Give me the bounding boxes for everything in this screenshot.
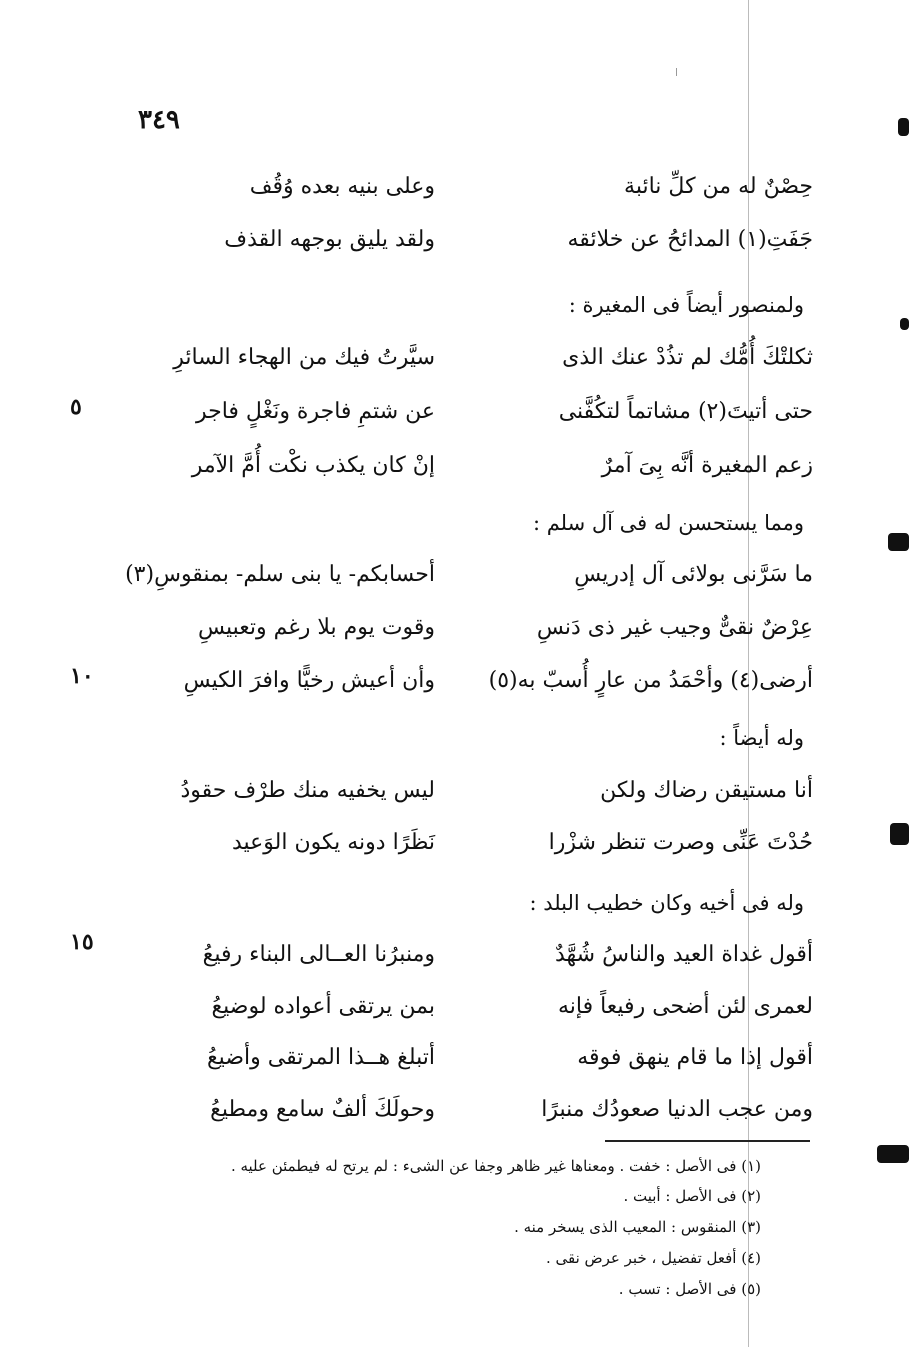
section-intro: ولمنصور أيضاً فى المغيرة : [568, 293, 804, 317]
footnote: (٤) أفعل تفضيل ، خبر عرض نقى . [545, 1249, 761, 1267]
verse-hemistich-second: نَظَرًا دونه يكون الوَعيد [231, 830, 435, 855]
section-intro: وله أيضاً : [719, 726, 804, 750]
footnote-separator [605, 1140, 810, 1142]
verse-hemistich-second: أحسابكم- يا بنى سلم- بمنقوسِ(٣) [125, 562, 435, 587]
verse-hemistich-first: أرضى(٤) وأحْمَدُ من عارٍ أُسبّ به(٥) [488, 668, 813, 693]
verse-hemistich-second: سيَّرتُ فيك من الهجاء السائرِ [173, 345, 435, 370]
verse-hemistich-first: حتى أتيتَ(٢) مشاتماً لتكُفَّنى [558, 399, 813, 424]
verse-hemistich-second: إنْ كان يكذب نكْت أُمَّ الآمر [191, 453, 435, 478]
verse-hemistich-first: ما سَرَّنى بولائى آل إدريسِ [574, 562, 813, 587]
line-number: ١٠ [70, 663, 94, 689]
verse-hemistich-second: بمن يرتقى أعواده لوضيعُ [211, 994, 435, 1019]
scan-edge-mark [877, 1145, 909, 1163]
verse-hemistich-first: ومن عجب الدنيا صعودُك منبرًا [541, 1097, 813, 1122]
verse-hemistich-second: أتبلغ هــذا المرتقى وأضيعُ [206, 1045, 435, 1070]
verse-hemistich-first: زعم المغيرة أنَّه بِىَ آمرٌ [601, 453, 813, 478]
verse-hemistich-first: حُدْتَ عَنِّى وصرت تنظر شزْرا [548, 830, 813, 855]
scan-mark [676, 68, 677, 76]
line-number: ٥ [70, 394, 82, 420]
verse-hemistich-second: ومنبرُنا العــالى البناء رفيعُ [202, 942, 435, 967]
footnote: (٢) فى الأصل : أبيت . [623, 1187, 761, 1205]
verse-hemistich-second: عن شتمِ فاجرة ونَغْلٍ فاجر [195, 399, 435, 424]
verse-hemistich-second: وعلى بنيه بعده وُقُف [249, 174, 435, 199]
footnote: (٥) فى الأصل : تسب . [618, 1280, 761, 1298]
scan-edge-mark [890, 823, 909, 845]
verse-hemistich-second: وحولَكَ ألفٌ سامع ومطيعُ [210, 1097, 435, 1122]
verse-hemistich-first: حِصْنٌ له من كلِّ نائبة [624, 174, 813, 199]
verse-hemistich-first: أقول غداة العيد والناسُ شُهَّدٌ [554, 942, 813, 967]
footnote: (٣) المنقوس : المعيب الذى يسخر منه . [514, 1218, 761, 1236]
scan-edge-mark [900, 318, 909, 330]
verse-hemistich-second: ليس يخفيه منك طرْف حقودُ [180, 778, 435, 803]
scan-edge-mark [888, 533, 909, 551]
verse-hemistich-first: عِرْضٌ نقىٌّ وجيب غير ذى دَنسِ [536, 615, 813, 640]
section-intro: ومما يستحسن له فى آل سلم : [532, 511, 804, 535]
footnote: (١) فى الأصل : خفت . ومعناها غير ظاهر وجفا عن الشىء : لم يرتح له فيطمئن عليه . [230, 1157, 761, 1175]
scan-edge-mark [898, 118, 909, 136]
section-intro: وله فى أخيه وكان خطيب البلد : [529, 891, 804, 915]
verse-hemistich-second: وأن أعيش رخيًّا وافرَ الكيسِ [183, 668, 435, 693]
verse-hemistich-first: جَفَتِ(١) المدائحُ عن خلائقه [567, 227, 813, 252]
verse-hemistich-first: ثكلتْكَ أُمُّك لم تذُدْ عنك الذى [562, 345, 813, 370]
line-number: ١٥ [70, 929, 94, 955]
verse-hemistich-first: أقول إذا ما قام ينهق فوقه [577, 1045, 813, 1070]
page-number: ٣٤٩ [138, 105, 180, 135]
verse-hemistich-second: ولقد يليق بوجهه القذف [224, 227, 435, 252]
verse-hemistich-second: وقوت يوم بلا رغم وتعبيسِ [197, 615, 435, 640]
verse-hemistich-first: أنا مستيقن رضاك ولكن [600, 778, 813, 803]
verse-hemistich-first: لعمرى لئن أضحى رفيعاً فإنه [557, 994, 813, 1019]
